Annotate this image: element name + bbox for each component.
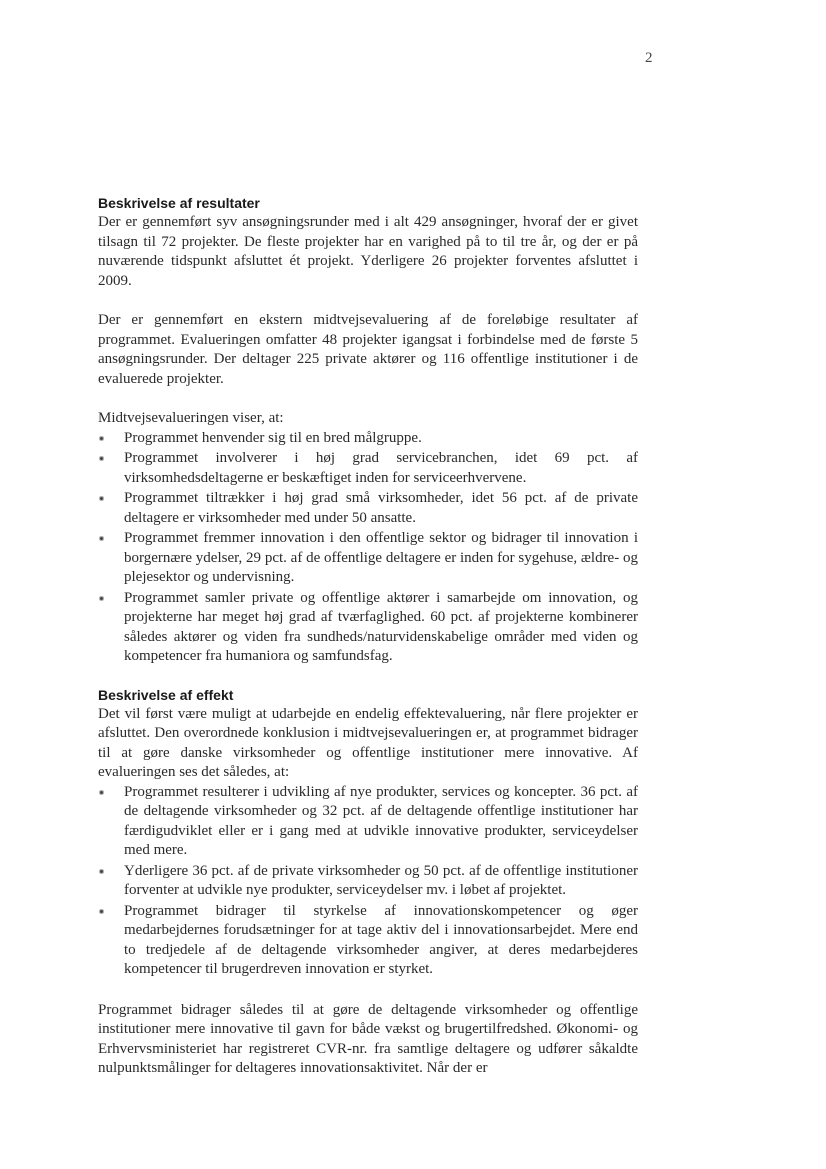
list-item-text: Programmet tiltrækker i høj grad små virksomheder, idet 56 pct. af de private deltagere er virksomheder med under 50 ansatte.	[124, 490, 638, 526]
list-item	[98, 529, 638, 588]
bullet-icon	[99, 790, 104, 795]
list-item	[98, 449, 638, 488]
list-item-text: Yderligere 36 pct. af de private virksomheder og 50 pct. af de offentlige institutioner forventer at udvikle nye produkter, serviceydelser mv. i løbet af projektet.	[124, 862, 638, 898]
document-body	[98, 193, 638, 1079]
list-item-text: Programmet involverer i høj grad servicebranchen, idet 69 pct. af virksomhedsdeltagerne er beskæftiget inden for serviceerhvervene.	[124, 450, 638, 486]
list-item	[98, 783, 638, 861]
list-item-text: Programmet henvender sig til en bred målgruppe.	[124, 429, 422, 446]
results-intro: Midtvejsevalueringen viser, at:	[98, 410, 284, 426]
effect-paragraph-2: Programmet bidrager således til at gøre de deltagende virksomheder og offentlige institutioner mere innovative til gavn for både vækst og brugertilfredshed. Økonomi- og Erhvervsministeriet har registreret CVR-nr. fra samtlige deltagere og udfører såkaldte nulpunktsmålinger for deltageres innovationsaktivitet. Når der er	[98, 1001, 638, 1076]
bullet-icon	[99, 536, 104, 541]
list-item	[98, 589, 638, 667]
results-paragraph-1: Der er gennemført syv ansøgningsrunder med i alt 429 ansøgninger, hvoraf der er givet tilsagn til 72 projekter. De fleste projekter har en varighed på to til tre år, og der er på nuværende tidspunkt afsluttet ét projekt. Yderligere 26 projekter forventes afsluttet i 2009.	[98, 214, 638, 289]
bullet-icon	[99, 436, 104, 441]
results-bullet-list	[98, 429, 638, 667]
results-heading: Beskrivelse af resultater	[98, 195, 260, 211]
list-item	[98, 862, 638, 901]
page-number: 2	[645, 50, 653, 66]
bullet-icon	[99, 596, 104, 601]
effect-heading: Beskrivelse af effekt	[98, 686, 234, 703]
list-item	[98, 902, 638, 980]
list-item-text: Programmet bidrager til styrkelse af innovationskompetencer og øger medarbejdernes forudsætninger for at tage aktiv del i innovationsarbejdet. Mere end to tredjedele af de deltagende virksomheder angiver, at deres medarbejderes kompetencer til brugerdreven innovation er styrket.	[124, 902, 638, 977]
effect-paragraph-1: Det vil først være muligt at udarbejde en endelig effektevaluering, når flere projekter er afsluttet. Den overordnede konklusion i midtvejsevalueringen er, at programmet bidrager til at gøre danske virksomheder og offentlige institutioner mere innovative. Af evalueringen ses det således, at:	[98, 705, 638, 780]
list-item-text: Programmet resulterer i udvikling af nye produkter, services og koncepter. 36 pct. af de deltagende virksomheder og 32 pct. af de deltagende offentlige institutioner har færdigudviklet eller er i gang med at udvikle innovative produkter, serviceydelser med mere.	[124, 783, 638, 858]
list-item-text: Programmet samler private og offentlige aktører i samarbejde om innovation, og projekterne har meget høj grad af tværfaglighed. 60 pct. af projekterne kombinerer således aktører og viden fra sundheds/naturvidenskabelige områder med viden og kompetencer fra humaniora og samfundsfag.	[124, 589, 638, 664]
results-paragraph-2: Der er gennemført en ekstern midtvejsevaluering af de foreløbige resultater af programmet. Evalueringen omfatter 48 projekter igangsat i forbindelse med de første 5 ansøgningsrunder. Der deltager 225 private aktører og 116 offentlige institutioner i de evaluerede projekter.	[98, 312, 638, 387]
bullet-icon	[99, 869, 104, 874]
bullet-icon	[99, 909, 104, 914]
list-item	[98, 489, 638, 528]
list-item	[98, 429, 638, 449]
bullet-icon	[99, 456, 104, 461]
effect-bullet-list	[98, 783, 638, 980]
list-item-text: Programmet fremmer innovation i den offentlige sektor og bidrager til innovation i borgernære ydelser, 29 pct. af de offentlige deltagere er inden for sygehuse, ældre- og plejesektor og undervisning.	[124, 530, 638, 585]
bullet-icon	[99, 496, 104, 501]
